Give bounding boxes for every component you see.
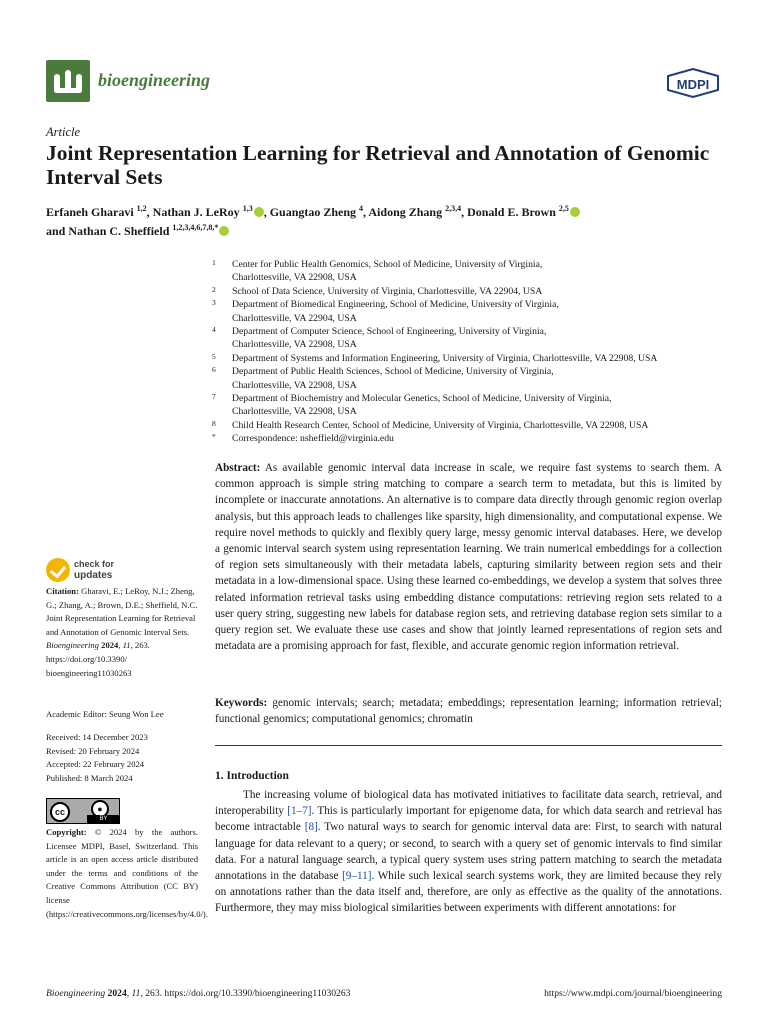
keywords-label: Keywords:	[215, 697, 268, 709]
affiliation-number: 5	[212, 351, 216, 361]
copyright-block	[46, 826, 208, 921]
affiliation-text: Charlottesville, VA 22908, USA	[232, 379, 357, 391]
orcid-icon[interactable]	[570, 207, 580, 217]
affiliation-number: *	[212, 432, 216, 442]
affiliation-text: Department of Computer Science, School of Engineering, University of Virginia,	[232, 326, 547, 338]
citation-block: Citation: Gharavi, E.; LeRoy, N.J.; Zheng, G.; Zhang, A.; Brown, D.E.; Sheffield, N.C. Joint Representation Learning for Retrieval and Annotation of Genomic Interval Sets. Bioengineering 2024, 11, 263. https://doi.org/10.3390/ bioengineering11030263	[46, 586, 198, 678]
section-divider	[215, 745, 722, 746]
citation-label: Citation:	[46, 586, 79, 596]
footer-year: 2024	[107, 988, 127, 999]
citation-pages: , 263.	[130, 640, 150, 651]
affiliation-text: Center for Public Health Genomics, School of Medicine, University of Virginia,	[232, 259, 543, 270]
orcid-icon[interactable]	[254, 207, 264, 217]
citation-year: 2024	[101, 640, 119, 651]
abstract	[215, 460, 722, 654]
affiliation-item	[212, 365, 732, 392]
abstract-label: Abstract:	[215, 462, 261, 474]
footer-volume: 11	[131, 988, 141, 999]
received-date: Received: 14 December 2023	[46, 732, 148, 742]
publisher-name: MDPI	[676, 77, 710, 92]
footer-citation: Bioengineering 2024, 11, 263. https://doi.org/10.3390/bioengineering11030263	[46, 988, 351, 999]
intro-text-1: The increasing volume of biological data has motivated initiatives to facilitate data search, retrieval, and interoperability	[215, 789, 722, 818]
affiliation-item	[212, 285, 732, 298]
author-affiliation-marker: 4	[359, 204, 364, 213]
affiliation-text: Charlottesville, VA 22908, USA	[232, 406, 357, 418]
check-updates-line2: updates	[74, 570, 113, 581]
article-type: Article	[46, 125, 81, 139]
author-name: Guangtao Zheng	[269, 205, 360, 219]
author-name: Aidong Zhang	[368, 205, 446, 219]
affiliation-number: 7	[212, 392, 216, 402]
abstract-text: As available genomic interval data increase in scale, we require fast systems to search them. A common approach is simple string matching to compare a search term to metadata, but this is limited by incomplete or inaccurate annotations. An alternative is to compare data directly through genomic region overlap analysis, but this approach leads to challenges like sparsity, high dimensionality, and computational expense. We require novel methods to quickly and flexibly query large, messy genomic interval databases. Here, we develop a genomic interval search system using representation learning. We train numerical embeddings for a collection of region sets simultaneously with their metadata labels, capturing similarity between region sets and their metadata in a low-dimensional space. Using these learned co-embeddings, we develop a system that solves three related information retrieval tasks using embedding distance computations: retrieving region sets related to a user query string, suggesting new labels for database region sets, and retrieving database region sets similar to a query region set. We evaluate these use cases and show that jointly learned representations of region sets and metadata are a promising approach for fast, flexible, and accurate genomic region information retrieval.	[215, 462, 723, 653]
mdpi-logo-icon[interactable]	[666, 68, 720, 98]
author-name: Nathan J. LeRoy	[152, 205, 243, 219]
affiliation-item	[212, 419, 732, 432]
affiliation-item	[212, 432, 732, 445]
author-affiliation-marker: 2,5	[558, 204, 569, 213]
author-name: Nathan C. Sheffield	[68, 224, 173, 238]
cc-icon: cc	[50, 802, 70, 822]
author-name: Erfaneh Gharavi	[46, 205, 137, 219]
academic-editor: Academic Editor: Seung Won Lee	[46, 709, 164, 719]
author-affiliation-marker: 2,3,4	[445, 204, 462, 213]
check-icon	[46, 558, 70, 582]
affiliation-item	[212, 392, 732, 419]
check-for-updates-button[interactable]	[46, 558, 136, 582]
journal-name: bioengineering	[98, 70, 211, 90]
cc-by-license-badge[interactable]	[46, 798, 120, 824]
section-heading-introduction: 1. Introduction	[215, 770, 289, 782]
author-affiliation-marker: 1,2	[136, 204, 147, 213]
check-updates-line1: check for	[74, 559, 115, 569]
affiliation-number: 4	[212, 325, 216, 335]
affiliation-number: 3	[212, 298, 216, 308]
check-updates-text	[74, 559, 114, 581]
affiliation-text: Charlottesville, VA 22908, USA	[232, 272, 357, 284]
affiliation-text: Charlottesville, VA 22904, USA	[232, 312, 357, 324]
reference-link[interactable]: [8]	[304, 821, 318, 834]
keywords-text: genomic intervals; search; metadata; embeddings; representation learning; information retrieval; functional genomics; computational genomics; chromatin	[215, 697, 722, 726]
by-label: BY	[87, 815, 120, 823]
affiliations	[212, 258, 732, 446]
affiliation-text: Child Health Research Center, School of Medicine, University of Virginia, Charlottesville, VA 22908, USA	[232, 419, 649, 431]
affiliation-number: 6	[212, 365, 216, 375]
affiliation-text: Correspondence: nsheffield@virginia.edu	[232, 433, 394, 445]
orcid-icon[interactable]	[219, 226, 229, 236]
affiliation-text: Department of Biomedical Engineering, School of Medicine, University of Virginia,	[232, 299, 559, 311]
author-name: Donald E. Brown	[467, 205, 559, 219]
citation-volume: 11	[122, 640, 131, 651]
person-icon: ●	[91, 800, 109, 818]
affiliation-number: 8	[212, 418, 216, 428]
author-affiliation-marker: 1,2,3,4,6,7,8,*	[172, 223, 219, 232]
author-affiliation-marker: 1,3	[242, 204, 253, 213]
article-title: Joint Representation Learning for Retrieval and Annotation of Genomic Interval Sets	[46, 141, 710, 189]
journal-logo-icon	[46, 60, 90, 102]
affiliation-item	[212, 325, 732, 352]
introduction-paragraph	[215, 787, 722, 917]
author-list: Erfaneh Gharavi $^{1,2}$, Nathan J. LeRoy $^{1,3}$ , Guangtao Zheng $^4$, Aidong Zhang $^{2,3,4}$, Donald E. Brown $^{2,5}$ and Nathan C. Sheffield $^{1,2,3,4,6,7,8,*}$	[46, 201, 726, 239]
footer-journal-url[interactable]: https://www.mdpi.com/journal/bioengineering	[544, 988, 722, 999]
affiliation-item	[212, 258, 732, 285]
copyright-text: © 2024 by the authors. Licensee MDPI, Basel, Switzerland. This article is an open access article distributed under the terms and conditions of the Creative Commons Attribution (CC BY) license (https://creativecommons.org/licenses/by/4.0/).	[46, 827, 208, 919]
footer-doi-link[interactable]: , 263. https://doi.org/10.3390/bioengineering11030263	[140, 988, 351, 999]
intro-text-2: . This is particularly important for epigenome data, for which data search and retrieval has become intractable	[215, 805, 723, 834]
footer-journal: Bioengineering	[46, 988, 106, 999]
affiliation-number: 2	[212, 284, 216, 294]
affiliation-text: Charlottesville, VA 22908, USA	[232, 339, 357, 351]
accepted-date: Accepted: 22 February 2024	[46, 759, 145, 770]
intro-text-3: . Two natural ways to search for genomic interval data are: First, to search with natural language for data relevant to a query; or second, to search with a query set of genomic intervals to find similar data. For a natural language search, a typical query system uses string pattern matching to search the metadata annotations in the database	[215, 821, 722, 883]
citation-journal: Bioengineering	[46, 640, 99, 651]
citation-doi-link-1[interactable]: https://doi.org/10.3390/	[46, 653, 128, 664]
affiliation-text: Department of Biochemistry and Molecular Genetics, School of Medicine, University of Virginia,	[232, 393, 612, 405]
affiliation-item	[212, 352, 732, 365]
affiliation-text: Department of Public Health Sciences, School of Medicine, University of Virginia,	[232, 366, 554, 378]
reference-link[interactable]: [9–11]	[342, 870, 372, 883]
published-date: Published: 8 March 2024	[46, 772, 133, 783]
copyright-label: Copyright:	[46, 827, 87, 837]
affiliation-item	[212, 298, 732, 325]
keywords	[215, 695, 722, 727]
affiliation-number: 1	[212, 258, 216, 267]
revised-date: Revised: 20 February 2024	[46, 745, 140, 756]
citation-text: Gharavi, E.; LeRoy, N.J.; Zheng, G.; Zhang, A.; Brown, D.E.; Sheffield, N.C. Joint Representation Learning for Retrieval and Annotation of Genomic Interval Sets.	[46, 586, 198, 637]
intro-text-4: . While such lexical search systems work, they are limited because they rely on annotations rather than the data itself and, therefore, are only as effective as the quality of the annotations. Furthermore, they may miss biological similarities between experiments with different annotations: for	[215, 870, 722, 915]
affiliation-text: Department of Systems and Information Engineering, University of Virginia, Charlottesville, VA 22908, USA	[232, 352, 658, 364]
citation-doi-link-2[interactable]: bioengineering11030263	[46, 667, 132, 678]
reference-link[interactable]: [1–7]	[287, 805, 312, 818]
dates-block	[46, 731, 198, 785]
affiliation-text: School of Data Science, University of Virginia, Charlottesville, VA 22904, USA	[232, 285, 543, 297]
